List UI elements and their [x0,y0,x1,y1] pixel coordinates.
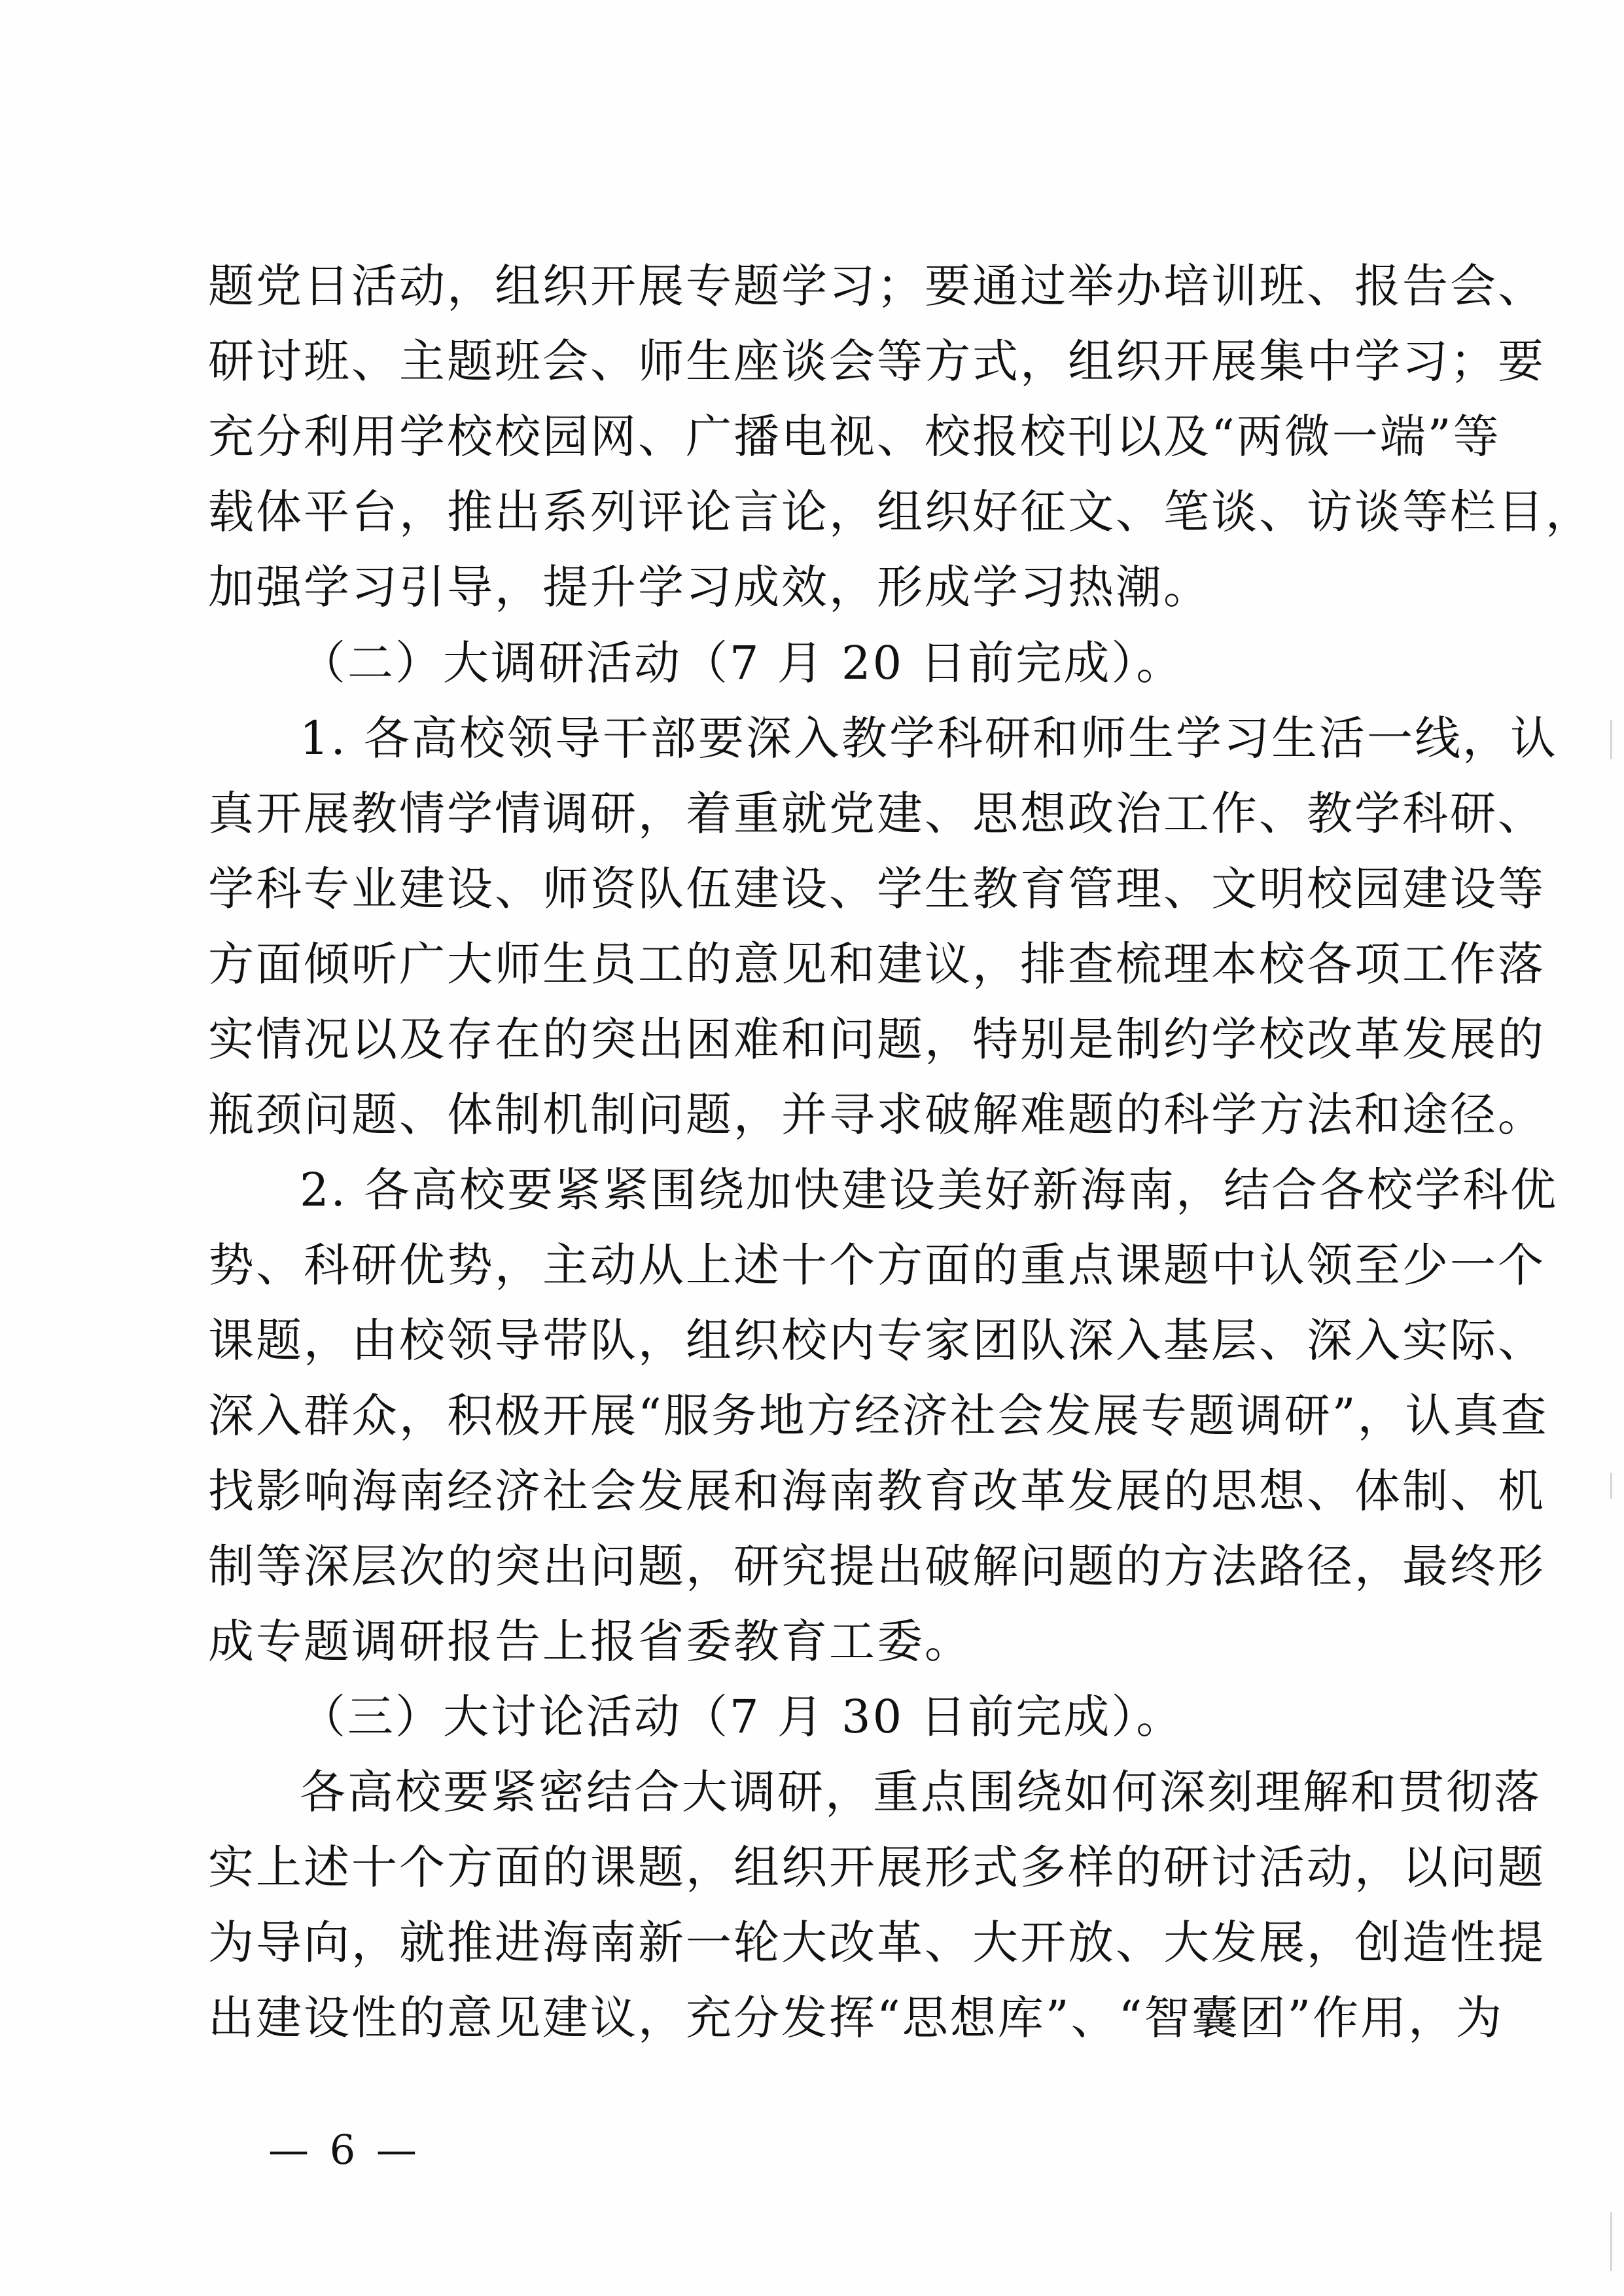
body-line-2: 研讨班、主题班会、师生座谈会等方式，组织开展集中学习；要 [208,334,1545,388]
body-line-14: 势、科研优势，主动从上述十个方面的重点课题中认领至少一个 [208,1238,1545,1292]
body-line-10: 方面倾听广大师生员工的意见和建议，排查梳理本校各项工作落 [208,937,1545,991]
scan-artifact [1610,2212,1612,2271]
body-line-11: 实情况以及存在的突出困难和问题，特别是制约学校改革发展的 [208,1013,1545,1066]
body-line-15: 课题，由校领导带队，组织校内专家团队深入基层、深入实际、 [208,1314,1545,1367]
scan-artifact [1610,720,1612,759]
body-line-4: 载体平台，推出系列评论言论，组织好征文、笔谈、访谈等栏目， [208,485,1593,539]
body-line-17: 找影响海南经济社会发展和海南教育改革发展的思想、体制、机 [208,1464,1545,1518]
body-line-3: 充分利用学校校园网、广播电视、校报校刊以及“两微一端”等 [208,410,1501,463]
scan-artifact [1610,1473,1612,1499]
body-line-22: 实上述十个方面的课题，组织开展形式多样的研讨活动，以问题 [208,1840,1545,1894]
body-line-18: 制等深层次的突出问题，研究提出破解问题的方法路径，最终形 [208,1539,1545,1593]
body-line-16: 深入群众，积极开展“服务地方经济社会发展专题调研”，认真查 [208,1389,1549,1443]
page-number: — 6 — [268,2126,421,2174]
body-line-24: 出建设性的意见建议，充分发挥“思想库”、“智囊团”作用，为 [208,1991,1504,2045]
section-heading-2: （二）大调研活动（7 月 20 日前完成）。 [300,636,1184,690]
body-line-7: 1. 各高校领导干部要深入教学科研和师生学习生活一线，认 [300,711,1559,765]
body-line-1: 题党日活动，组织开展专题学习；要通过举办培训班、报告会、 [208,259,1545,313]
section-heading-3: （三）大讨论活动（7 月 30 日前完成）。 [300,1690,1184,1744]
body-line-13: 2. 各高校要紧紧围绕加快建设美好新海南，结合各校学科优 [300,1163,1559,1217]
body-line-12: 瓶颈问题、体制机制问题，并寻求破解难题的科学方法和途径。 [208,1088,1545,1141]
body-line-19: 成专题调研报告上报省委教育工委。 [208,1615,972,1668]
body-line-23: 为导向，就推进海南新一轮大改革、大开放、大发展，创造性提 [208,1916,1545,1969]
body-line-8: 真开展教情学情调研，着重就党建、思想政治工作、教学科研、 [208,787,1545,840]
body-line-9: 学科专业建设、师资队伍建设、学生教育管理、文明校园建设等 [208,862,1545,916]
body-line-5: 加强学习引导，提升学习成效，形成学习热潮。 [208,560,1211,614]
body-line-21: 各高校要紧密结合大调研，重点围绕如何深刻理解和贯彻落 [300,1765,1542,1819]
